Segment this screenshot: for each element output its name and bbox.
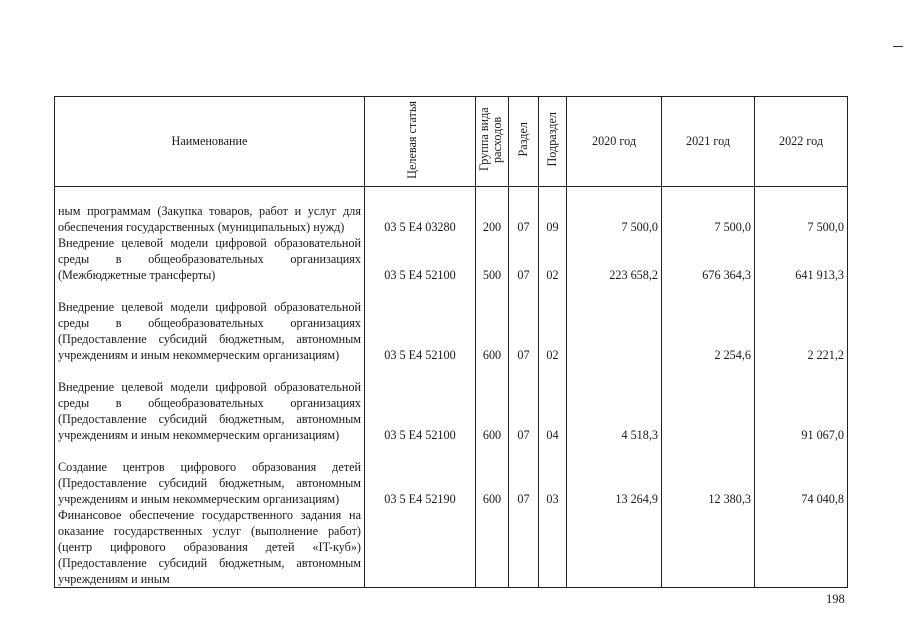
row-subsection: 09 bbox=[539, 187, 567, 236]
row-2022: 2 221,2 bbox=[755, 283, 848, 363]
row-2022: 7 500,0 bbox=[755, 187, 848, 236]
margin-mark bbox=[893, 46, 903, 47]
row-section bbox=[509, 507, 539, 588]
row-target-article: 03 5 E4 03280 bbox=[365, 187, 476, 236]
budget-table bbox=[54, 96, 848, 588]
row-section: 07 bbox=[509, 443, 539, 507]
header-section: Раздел bbox=[509, 97, 539, 187]
row-subsection: 03 bbox=[539, 443, 567, 507]
row-2022 bbox=[755, 507, 848, 588]
row-name: Внедрение целевой модели цифровой образовательной среды в общеобразовательных организациях (Предоставление субсидий бюджетным, автономным учреждениям и иным некоммерческим организациям) bbox=[55, 283, 365, 363]
row-2020: 4 518,3 bbox=[567, 363, 662, 443]
row-target-article bbox=[365, 507, 476, 588]
row-section: 07 bbox=[509, 363, 539, 443]
header-2022: 2022 год bbox=[755, 97, 848, 187]
row-2020: 223 658,2 bbox=[567, 235, 662, 283]
row-2022: 74 040,8 bbox=[755, 443, 848, 507]
row-name: Внедрение целевой модели цифровой образовательной среды в общеобразовательных организациях (Предоставление субсидий бюджетным, автономным учреждениям и иным некоммерческим организациям) bbox=[55, 363, 365, 443]
row-2021: 12 380,3 bbox=[662, 443, 755, 507]
header-target-article: Целевая статья bbox=[365, 97, 476, 187]
row-2020 bbox=[567, 283, 662, 363]
row-2022: 641 913,3 bbox=[755, 235, 848, 283]
page-number: 198 bbox=[826, 592, 845, 606]
row-2020 bbox=[567, 507, 662, 588]
row-2020: 7 500,0 bbox=[567, 187, 662, 236]
table-row bbox=[55, 363, 848, 443]
row-2021 bbox=[662, 507, 755, 588]
row-2022: 91 067,0 bbox=[755, 363, 848, 443]
row-expense-group: 600 bbox=[476, 363, 509, 443]
table-row bbox=[55, 507, 848, 588]
row-section: 07 bbox=[509, 235, 539, 283]
row-2021: 676 364,3 bbox=[662, 235, 755, 283]
table-row bbox=[55, 187, 848, 236]
row-subsection bbox=[539, 507, 567, 588]
row-target-article: 03 5 E4 52100 bbox=[365, 363, 476, 443]
row-expense-group bbox=[476, 507, 509, 588]
row-target-article: 03 5 E4 52190 bbox=[365, 443, 476, 507]
row-subsection: 02 bbox=[539, 235, 567, 283]
row-expense-group: 600 bbox=[476, 443, 509, 507]
row-name: ным программам (Закупка товаров, работ и услуг для обеспечения государственных (муниципальных) нужд) bbox=[55, 187, 365, 236]
row-2021: 7 500,0 bbox=[662, 187, 755, 236]
table-row bbox=[55, 443, 848, 507]
table-row bbox=[55, 235, 848, 283]
row-section: 07 bbox=[509, 283, 539, 363]
row-section: 07 bbox=[509, 187, 539, 236]
header-subsection: Подраздел bbox=[539, 97, 567, 187]
table-header-row bbox=[55, 97, 848, 187]
row-expense-group: 200 bbox=[476, 187, 509, 236]
row-2021 bbox=[662, 363, 755, 443]
row-name: Финансовое обеспечение государственного задания на оказание государственных услуг (выполнение работ) (центр цифрового образования детей «IT-куб») (Предоставление субсидий бюджетным, автономным учреждениям и иным bbox=[55, 507, 365, 588]
row-target-article: 03 5 E4 52100 bbox=[365, 235, 476, 283]
header-2021: 2021 год bbox=[662, 97, 755, 187]
row-expense-group: 600 bbox=[476, 283, 509, 363]
header-2020: 2020 год bbox=[567, 97, 662, 187]
row-target-article: 03 5 E4 52100 bbox=[365, 283, 476, 363]
row-subsection: 02 bbox=[539, 283, 567, 363]
row-subsection: 04 bbox=[539, 363, 567, 443]
header-expense-group: Группа вида расходов bbox=[476, 97, 509, 187]
row-2020: 13 264,9 bbox=[567, 443, 662, 507]
row-name: Внедрение целевой модели цифровой образовательной среды в общеобразовательных организациях (Межбюджетные трансферты) bbox=[55, 235, 365, 283]
row-name: Создание центров цифрового образования детей (Предоставление субсидий бюджетным, автономным учреждениям и иным некоммерческим организациям) bbox=[55, 443, 365, 507]
table-row bbox=[55, 283, 848, 363]
row-2021: 2 254,6 bbox=[662, 283, 755, 363]
row-expense-group: 500 bbox=[476, 235, 509, 283]
header-name: Наименование bbox=[55, 97, 365, 187]
